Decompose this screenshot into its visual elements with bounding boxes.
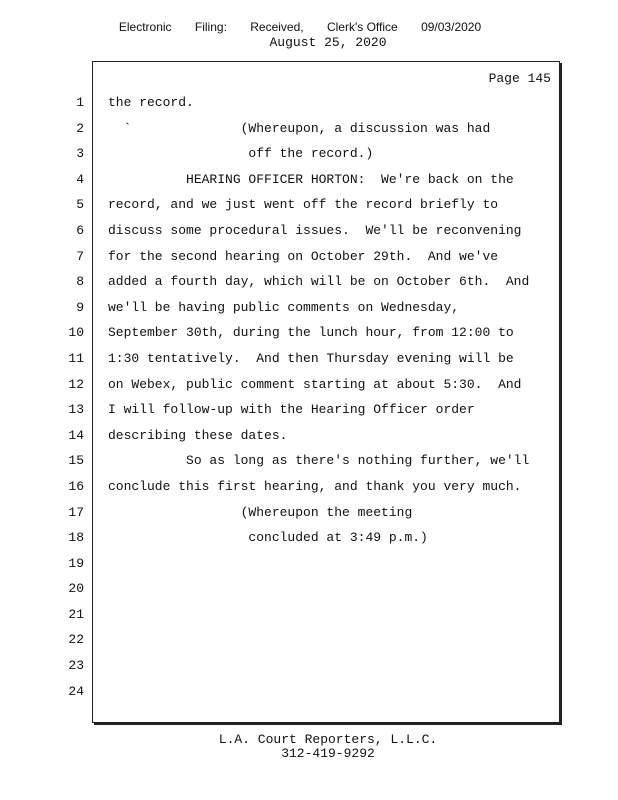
line-number-column (62, 95, 84, 709)
transcript-line (108, 658, 558, 684)
transcript-line: 1:30 tentatively. And then Thursday evening will be (108, 350, 514, 366)
line-number: 21 (68, 606, 84, 622)
transcript-line: I will follow-up with the Hearing Officer order (108, 402, 475, 418)
transcript-line: concluded at 3:49 p.m.) (108, 530, 428, 546)
transcript-line: we'll be having public comments on Wednesday, (108, 299, 460, 315)
line-number: 3 (76, 146, 84, 162)
line-number: 23 (68, 658, 84, 674)
footer-phone: 312-419-9292 (281, 746, 375, 761)
line-number: 15 (68, 453, 84, 469)
line-number: 19 (68, 555, 84, 571)
transcript-line: off the record.) (108, 146, 374, 162)
line-number: 10 (68, 325, 84, 341)
transcript-line (108, 556, 558, 582)
line-number: 18 (68, 530, 84, 546)
stamp-date: 09/03/2020 (421, 20, 482, 34)
transcript-line: record, and we just went off the record briefly to (108, 197, 499, 213)
transcript-line: on Webex, public comment starting at about 5:30. And (108, 376, 522, 392)
transcript-line: discuss some procedural issues. We'll be reconvening (108, 222, 522, 238)
transcript-line: (Whereupon the meeting (108, 504, 413, 520)
filing-stamp (0, 20, 600, 34)
transcript-line (108, 581, 558, 607)
stamp-electronic: Electronic (118, 20, 172, 34)
transcript-line (108, 607, 558, 633)
transcript-line: ` (Whereupon, a discussion was had (108, 120, 491, 136)
transcript-line (108, 684, 558, 710)
line-number: 20 (68, 581, 84, 597)
line-number: 4 (76, 171, 84, 187)
footer-company: L.A. Court Reporters, L.L.C. (218, 732, 438, 747)
line-number: 7 (76, 248, 84, 264)
line-number: 2 (76, 120, 84, 136)
stamp-clerks-office: Clerk's Office (326, 20, 398, 34)
transcript-line: So as long as there's nothing further, we'll (108, 453, 530, 469)
transcript-line: the record. (108, 95, 194, 110)
line-number: 6 (76, 222, 84, 238)
transcript-line: September 30th, during the lunch hour, from 12:00 to (108, 325, 514, 341)
line-number: 1 (76, 95, 84, 110)
line-number: 5 (76, 197, 84, 213)
line-number: 13 (68, 402, 84, 418)
header-date: August 25, 2020 (269, 35, 387, 50)
transcript-line: added a fourth day, which will be on October 6th. And (108, 274, 530, 290)
stamp-received: Received, (250, 20, 304, 34)
line-number: 9 (76, 299, 84, 315)
line-number: 24 (68, 683, 84, 699)
line-number: 14 (68, 427, 84, 443)
footer (0, 733, 618, 761)
line-number: 22 (68, 632, 84, 648)
page-number: Page 145 (488, 71, 551, 86)
line-number: 17 (68, 504, 84, 520)
line-number: 11 (68, 350, 84, 366)
line-number: 12 (68, 376, 84, 392)
transcript-line: for the second hearing on October 29th. And we've (108, 248, 499, 264)
transcript-line: conclude this first hearing, and thank you very much. (108, 478, 522, 494)
stamp-filing: Filing: (194, 20, 227, 34)
transcript-line: HEARING OFFICER HORTON: We're back on the (108, 171, 514, 187)
line-number: 8 (76, 274, 84, 290)
transcript-line: describing these dates. (108, 427, 288, 443)
transcript-line (108, 632, 558, 658)
line-number: 16 (68, 478, 84, 494)
transcript-text (108, 95, 558, 709)
